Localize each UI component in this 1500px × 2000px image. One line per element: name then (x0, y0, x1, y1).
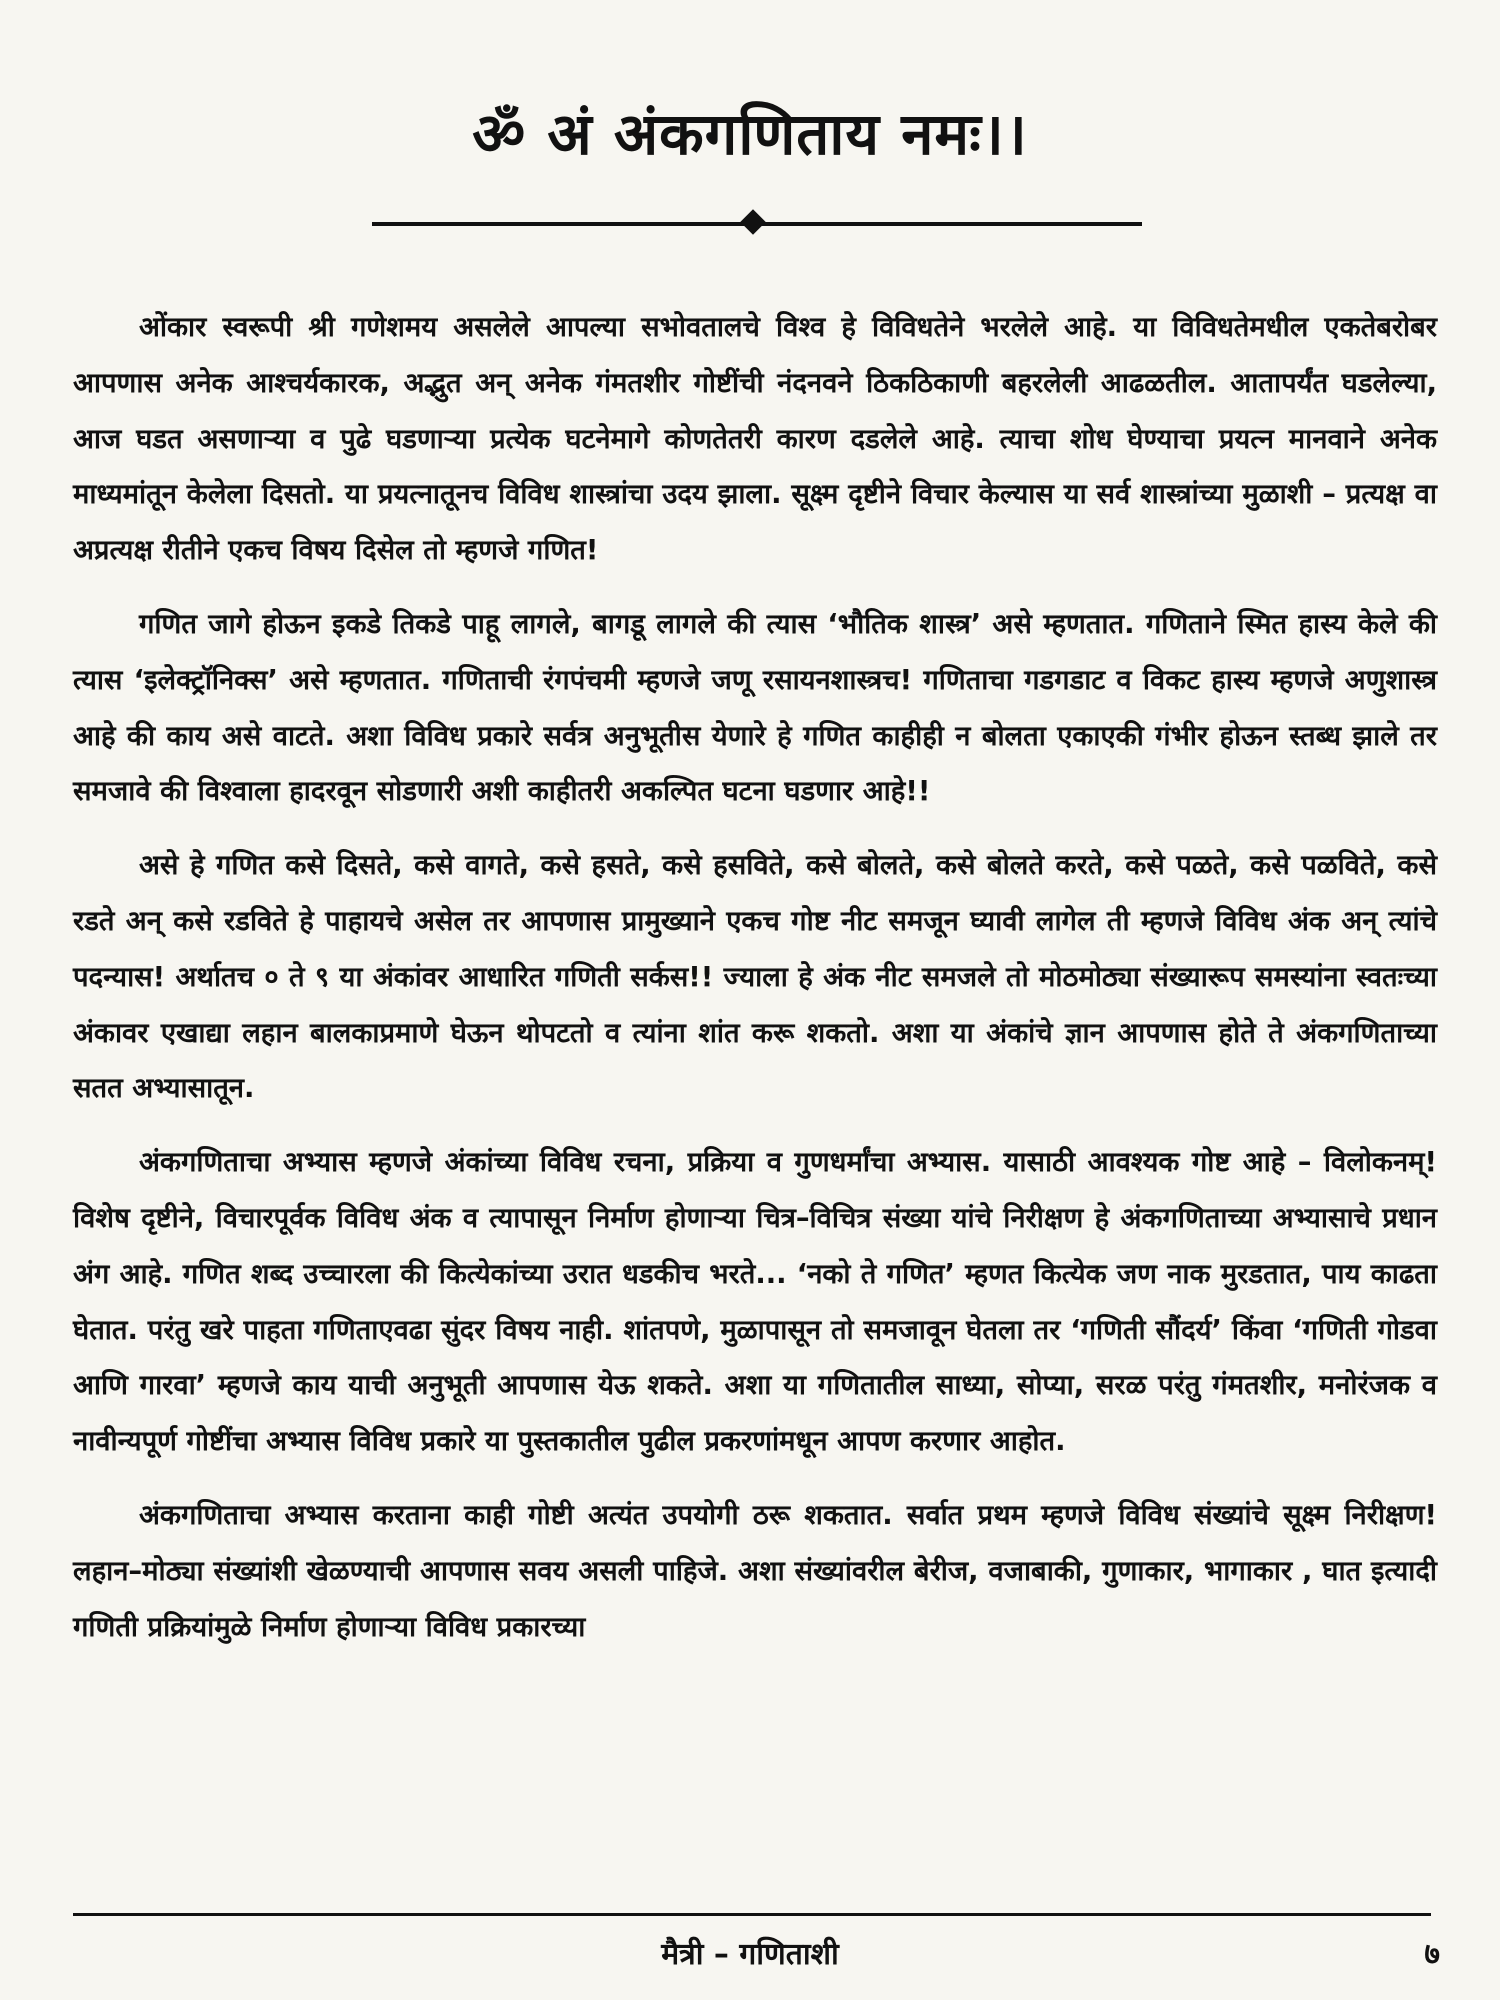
divider-diamond-ornament (740, 209, 765, 234)
paragraph-4: अंकगणिताचा अभ्यास म्हणजे अंकांच्या विविध रचना, प्रक्रिया व गुणधर्मांचा अभ्यास. यासाठी आवश्यक गोष्ट आहे – विलोकनम्! विशेष दृष्टीने, विचारपूर्वक विविध अंक व त्यापासून निर्माण होणाऱ्या चित्र–विचित्र संख्या यांचे निरीक्षण हे अंकगणिताच्या अभ्यासाचे प्रधान अंग आहे. गणित शब्द उच्चारला की कित्येकांच्या उरात धडकीच भरते... ‘नको ते गणित’ म्हणत कित्येक जण नाक मुरडतात, पाय काढता घेतात. परंतु खरे पाहता गणिताएवढा सुंदर विषय नाही. शांतपणे, मुळापासून तो समजावून घेतला तर ‘गणिती सौंदर्य’ किंवा ‘गणिती गोडवा आणि गारवा’ म्हणजे काय याची अनुभूती आपणास येऊ शकते. अशा या गणितातील साध्या, सोप्या, सरळ परंतु गंमतशीर, मनोरंजक व नावीन्यपूर्ण गोष्टींचा अभ्यास विविध प्रकारे या पुस्तकातील पुढील प्रकरणांमधून आपण करणार आहोत. (73, 1147, 1437, 1458)
footer-divider (73, 1913, 1431, 1916)
body-text (73, 300, 1437, 1673)
paragraph-2: गणित जागे होऊन इकडे तिकडे पाहू लागले, बागडू लागले की त्यास ‘भौतिक शास्त्र’ असे म्हणतात. गणिताने स्मित हास्य केले की त्यास ‘इलेक्ट्रॉनिक्स’ असे म्हणतात. गणिताची रंगपंचमी म्हणजे जणू रसायनशास्त्रच! गणिताचा गडगडाट व विकट हास्य म्हणजे अणुशास्त्र आहे की काय असे वाटते. अशा विविध प्रकारे सर्वत्र अनुभूतीस येणारे हे गणित काहीही न बोलता एकाएकी गंभीर होऊन स्तब्ध झाले तर समजावे की विश्वाला हादरवून सोडणारी अशी काहीतरी अकल्पित घटना घडणार आहे!! (73, 608, 1437, 808)
title-divider (372, 222, 1142, 226)
footer-book-title: मैत्री – गणिताशी (661, 1937, 839, 1972)
paragraph-1: ओंकार स्वरूपी श्री गणेशमय असलेले आपल्या सभोवतालचे विश्व हे विविधतेने भरलेले आहे. या विविधतेमधील एकतेबरोबर आपणास अनेक आश्चर्यकारक, अद्भुत अन् अनेक गंमतशीर गोष्टींची नंदनवने ठिकठिकाणी बहरलेली आढळतील. आतापर्यंत घडलेल्या, आज घडत असणाऱ्या व पुढे घडणाऱ्या प्रत्येक घटनेमागे कोणतेतरी कारण दडलेले आहे. त्याचा शोध घेण्याचा प्रयत्न मानवाने अनेक माध्यमांतून केलेला दिसतो. या प्रयत्नातूनच विविध शास्त्रांचा उदय झाला. सूक्ष्म दृष्टीने विचार केल्यास या सर्व शास्त्रांच्या मुळाशी – प्रत्यक्ष वा अप्रत्यक्ष रीतीने एकच विषय दिसेल तो म्हणजे गणित! (73, 312, 1437, 567)
paragraph-3: असे हे गणित कसे दिसते, कसे वागते, कसे हसते, कसे हसविते, कसे बोलते, कसे बोलते करते, कसे पळते, कसे पळविते, कसे रडते अन् कसे रडविते हे पाहायचे असेल तर आपणास प्रामुख्याने एकच गोष्ट नीट समजून घ्यावी लागेल ती म्हणजे विविध अंक अन् त्यांचे पदन्यास! अर्थातच ० ते ९ या अंकांवर आधारित गणिती सर्कस!! ज्याला हे अंक नीट समजले तो मोठमोठ्या संख्यारूप समस्यांना स्वतःच्या अंकावर एखाद्या लहान बालकाप्रमाणे घेऊन थोपटतो व त्यांना शांत करू शकतो. अशा या अंकांचे ज्ञान आपणास होते ते अंकगणिताच्या सतत अभ्यासातून. (73, 850, 1437, 1105)
paragraph-5: अंकगणिताचा अभ्यास करताना काही गोष्टी अत्यंत उपयोगी ठरू शकतात. सर्वात प्रथम म्हणजे विविध संख्यांचे सूक्ष्म निरीक्षण! लहान–मोठ्या संख्यांशी खेळण्याची आपणास सवय असली पाहिजे. अशा संख्यांवरील बेरीज, वजाबाकी, गुणाकार, भागाकार , घात इत्यादी गणिती प्रक्रियांमुळे निर्माण होणाऱ्या विविध प्रकारच्या (73, 1499, 1437, 1643)
page-number: ७ (1424, 1937, 1440, 1972)
page-title: ॐ अं अंकगणिताय नमः।। (472, 100, 1028, 168)
